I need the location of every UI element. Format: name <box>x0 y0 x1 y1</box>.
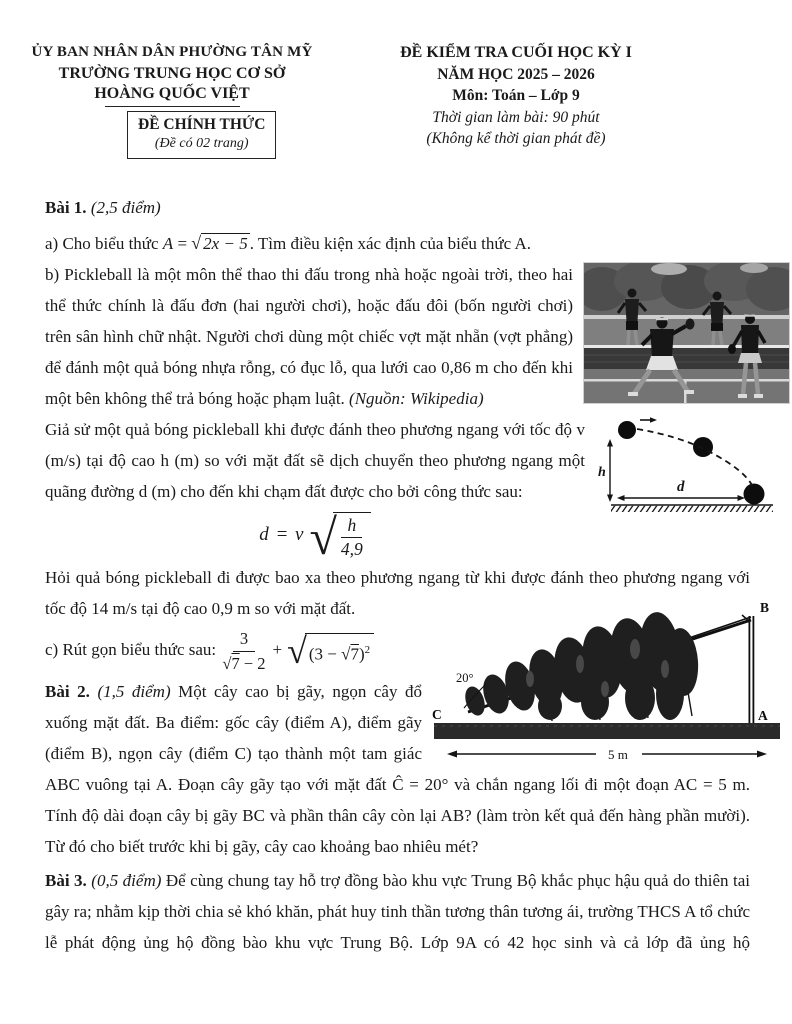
tree-diagram <box>430 594 790 766</box>
p1c-radical <box>287 630 374 671</box>
problem-2-text: Một cây cao bị gãy, ngọn cây đổ xuống mặt đất. Ba điểm: gốc cây (điểm A), điểm gãy (điểm B), ngọn cây (điểm C) tạo thành một tam giác ABC vuông tại A. Đoạn cây gãy tạo với mặt đất Ĉ = 20° và chắn ngang lối đi một đoạn AC = 5 m. Tính độ dài đoạn cây bị gãy BC và phần thân cây còn lại AB? (làm tròn kết quả đến hàng phần mười). Từ đó cho biết trước khi bị gãy, cây cao khoảng bao nhiêu mét? <box>45 682 750 857</box>
p1a-var: A <box>162 234 174 253</box>
p1c-frac-num: 3 <box>233 628 255 651</box>
problem-2-label: Bài 2. <box>45 682 90 702</box>
problem-1-points: (2,5 điểm) <box>90 198 161 217</box>
ball-start <box>618 421 636 439</box>
velocity-arrow <box>650 417 657 423</box>
point-a-label: A <box>758 708 768 724</box>
p1a-equals: = <box>173 234 192 253</box>
p1c-fraction <box>222 628 265 674</box>
ball-end <box>744 484 765 505</box>
p1c-radicand: $(3 - √7)^2$ <box>305 633 374 670</box>
formula-fraction <box>333 512 371 559</box>
point-b-label: B <box>760 600 770 616</box>
p1b-text: b) Pickleball là một môn thể thao thi đấu trong nhà hoặc ngoài trời, theo hai thể thức chính là đấu đơn (hai người chơi), hoặc đấu đôi (bốn người chơi) trên sân hình chữ nhật. Người chơi dùng một chiếc vợt mặt nhẵn (vợt phẳng) để đánh một quả bóng nhựa rỗng, có đục lỗ, qua lưới cao 0,86 m cho đến khi một bên không thể trả bóng hoặc phạm luật. <box>45 265 573 408</box>
ground-hatch <box>611 506 773 512</box>
distance-formula <box>45 509 585 566</box>
p1b-source: (Nguồn: Wikipedia) <box>349 389 484 408</box>
official-exam-label: ĐỀ CHÍNH THỨC <box>138 116 266 133</box>
exam-header <box>346 42 686 150</box>
problem-2-points: (1,5 điểm) <box>97 682 171 702</box>
trajectory-path <box>637 429 753 487</box>
pickleball-photo-svg <box>584 263 789 403</box>
tree-svg <box>430 594 790 766</box>
formula-lhs: d = v <box>259 524 305 545</box>
subject-grade: Môn: Toán – Lớp 9 <box>452 87 580 104</box>
school-type-line: TRƯỜNG TRUNG HỌC CƠ SỞ <box>58 65 286 82</box>
problem-1b-intro2: Giả sử một quả bóng pickleball khi được đánh theo phương ngang với tốc độ v (m/s) tại độ cao h (m) so với mặt đất sẽ dịch chuyển theo phương ngang một quãng đường d (m) cho đến khi chạm đất được cho bởi công thức sau: <box>45 420 585 501</box>
formula-numerator: h <box>341 515 362 538</box>
p1a-text-after: . Tìm điều kiện xác định của biểu thức A. <box>249 234 532 253</box>
trajectory-svg <box>597 410 790 512</box>
problem-1b-question: Hỏi quả bóng pickleball đi được bao xa theo phương ngang từ khi được đánh theo phương ngang với tốc độ 14 m/s tại độ cao 0,9 m so với mặt đất. <box>45 568 750 619</box>
authority-line: ỦY BAN NHÂN DÂN PHƯỜNG TÂN MỸ <box>31 44 313 60</box>
exponent: 2 <box>364 643 371 656</box>
standing-trunk <box>749 616 751 723</box>
formula-denominator: 4,9 <box>340 538 363 559</box>
radical-sign: √ <box>222 653 232 673</box>
exam-body <box>45 192 770 958</box>
problem-1-title <box>45 192 750 223</box>
radicand: 7 <box>231 653 240 673</box>
problem-1-label: Bài 1. <box>45 198 87 217</box>
school-year: NĂM HỌC 2025 – 2026 <box>437 65 595 83</box>
radicand: 2x − 5 <box>203 234 248 253</box>
plus-sign: + <box>272 640 283 660</box>
duration-line: Thời gian làm bài: 90 phút <box>432 108 600 126</box>
d-label: d <box>677 479 685 495</box>
radical-sign: √ <box>191 233 202 253</box>
official-exam-box <box>127 111 276 159</box>
ground <box>434 723 780 739</box>
p1a-text-before: a) Cho biểu thức <box>45 234 163 253</box>
ball-mid <box>693 437 713 457</box>
radical-sign: √ <box>309 509 337 566</box>
p1c-label: c) Rút gọn biểu thức sau: <box>45 640 221 660</box>
radical-sign: √ <box>341 644 351 664</box>
problem-3-label: Bài 3. <box>45 871 87 891</box>
problem-3-text: Để cùng chung tay hỗ trợ đồng bào khu vực Trung Bộ khắc phục hậu quả do thiên tai gây ra; nhằm kịp thời chia sẻ khó khăn, phát huy tinh thần tương thân tương ái, trường THCS A tổ chức lễ phát động ủng hộ đồng bào khu vực Trung Bộ. Lớp 9A có 42 học sinh và cả lớp đã ủng hộ <box>45 871 751 953</box>
pickleball-photo <box>583 262 790 404</box>
angle-label: 20° <box>456 671 474 686</box>
problem-3-points: (0,5 điểm) <box>91 871 162 891</box>
problem-1a <box>45 228 750 259</box>
header-divider <box>105 106 240 107</box>
point-c-label: C <box>432 707 442 723</box>
exam-title: ĐỀ KIỂM TRA CUỐI HỌC KỲ I <box>400 44 632 61</box>
trajectory-diagram <box>597 410 790 512</box>
page-header <box>31 40 750 172</box>
school-name-line: HOÀNG QUỐC VIỆT <box>94 85 250 102</box>
school-header <box>22 42 322 159</box>
problem-3 <box>45 865 750 958</box>
radicand: 7 <box>350 644 359 664</box>
official-box-wrap <box>22 111 322 159</box>
p1c-frac-den <box>222 652 265 674</box>
duration-note: (Không kể thời gian phát đề) <box>426 130 606 147</box>
page-count-note: (Đề có 02 trang) <box>154 136 249 151</box>
h-label: h <box>598 465 606 480</box>
sqrt-expression <box>191 234 249 253</box>
dimension-label: 5 m <box>608 747 628 763</box>
p1c-den-rest: − 2 <box>239 653 266 673</box>
radical-sign: √ <box>287 630 307 671</box>
formula-radical <box>309 509 370 566</box>
